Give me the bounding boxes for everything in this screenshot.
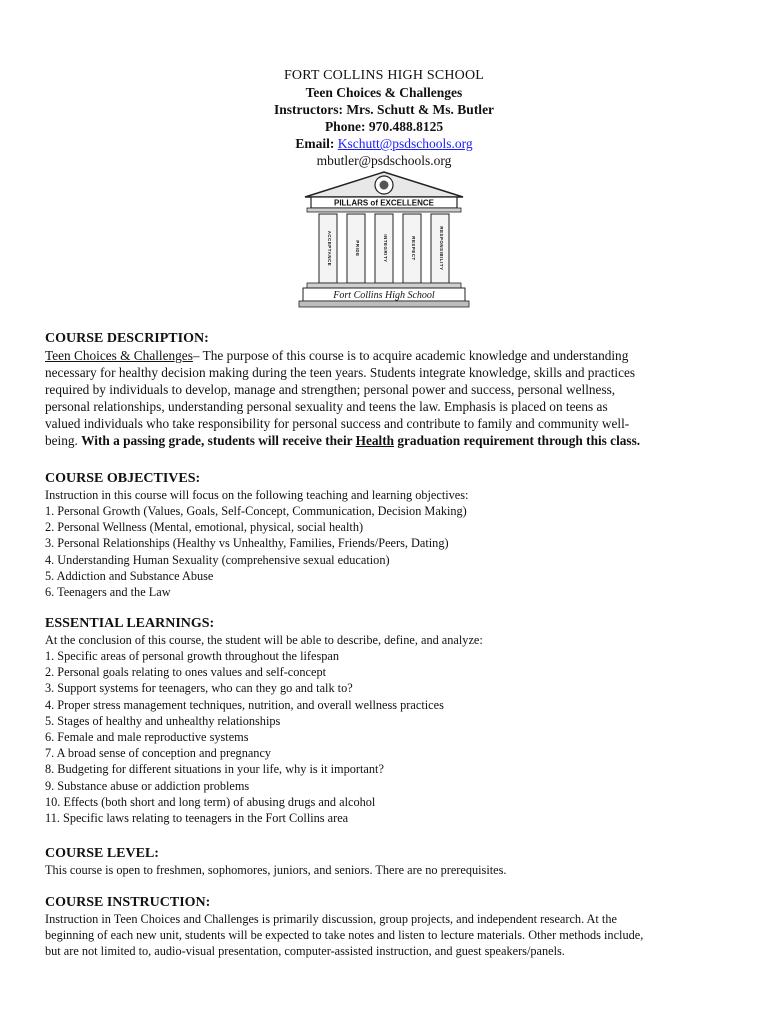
list-item: 2. Personal Wellness (Mental, emotional, physical, social health): [45, 520, 364, 535]
objectives-intro: Instruction in this course will focus on the following teaching and learning objectives:: [45, 488, 469, 502]
list-item: 9. Substance abuse or addiction problems: [45, 778, 250, 793]
pillar-label: ACCEPTANCE: [327, 230, 332, 267]
description-line-3: required by individuals to develop, manage and strengthen; personal power and success, personal wellness,: [45, 382, 616, 397]
course-instruction-body: [45, 911, 735, 959]
instructors-line: Instructors: Mrs. Schutt & Ms. Butler: [273, 102, 495, 117]
phone-line: Phone: 970.488.8125: [324, 119, 444, 134]
school-name: FORT COLLINS HIGH SCHOOL: [283, 68, 485, 83]
description-line-1: – The purpose of this course is to acquire academic knowledge and understanding: [192, 348, 629, 363]
course-title: Teen Choices & Challenges: [305, 85, 463, 100]
pillars-of-excellence-logo: [297, 170, 471, 310]
list-item: 1. Specific areas of personal growth throughout the lifespan: [45, 649, 340, 663]
health-underlined: Health: [355, 433, 395, 448]
course-objectives-heading: COURSE OBJECTIVES:: [45, 471, 201, 486]
course-description-section: [45, 330, 735, 449]
course-description-body: [45, 347, 735, 449]
description-line-2: necessary for healthy decision making during the teen years. Students integrate knowledge, skills and practices: [45, 365, 636, 380]
list-item: 4. Understanding Human Sexuality (comprehensive sexual education): [45, 552, 390, 567]
pillar-label: RESPONSIBILITY: [439, 226, 444, 271]
description-line-4: personal relationships, understanding personal sexuality and teens the law. Emphasis is placed on teens as: [45, 399, 608, 414]
course-name-underlined: Teen Choices & Challenges: [45, 348, 193, 363]
pillar-label: RESPECT: [411, 236, 416, 261]
list-item: 6. Female and male reproductive systems: [45, 730, 249, 745]
course-level-section: [45, 845, 735, 878]
list-item: 3. Personal Relationships (Healthy vs Unhealthy, Families, Friends/Peers, Dating): [45, 536, 449, 551]
course-objectives-section: [45, 470, 735, 600]
instruction-line-1: Instruction in Teen Choices and Challenges is primarily discussion, group projects, and independent research. At the: [45, 912, 617, 926]
list-item: 4. Proper stress management techniques, nutrition, and overall wellness practices: [45, 697, 444, 712]
learnings-list: [45, 648, 735, 826]
list-item: 5. Stages of healthy and unhealthy relationships: [45, 713, 281, 728]
list-item: 1. Personal Growth (Values, Goals, Self-Concept, Communication, Decision Making): [45, 504, 467, 518]
list-item: 5. Addiction and Substance Abuse: [45, 568, 214, 583]
email-butler: mbutler@psdschools.org: [316, 153, 452, 168]
course-instruction-section: [45, 894, 735, 959]
course-instruction-heading: COURSE INSTRUCTION:: [45, 895, 211, 910]
pillars-group: [319, 214, 449, 283]
essential-learnings-section: [45, 615, 735, 826]
list-item: 11. Specific laws relating to teenagers in the Fort Collins area: [45, 811, 349, 826]
passing-grade-text-a: With a passing grade, students will receive their: [81, 433, 356, 448]
course-level-text: This course is open to freshmen, sophomores, juniors, and seniors. There are no prerequisites.: [45, 863, 507, 877]
logo-banner-text: PILLARS of EXCELLENCE: [333, 198, 435, 208]
list-item: 7. A broad sense of conception and pregnancy: [45, 746, 272, 761]
document-header: [0, 67, 768, 169]
list-item: 10. Effects (both short and long term) of abusing drugs and alcohol: [45, 794, 376, 809]
list-item: 6. Teenagers and the Law: [45, 585, 171, 600]
list-item: 3. Support systems for teenagers, who can they go and talk to?: [45, 681, 353, 696]
email-label: Email:: [295, 136, 335, 151]
list-item: 2. Personal goals relating to ones values and self-concept: [45, 665, 327, 680]
email-link-schutt[interactable]: Kschutt@psdschools.org: [337, 136, 473, 151]
email-line: [0, 135, 768, 152]
instruction-line-2: beginning of each new unit, students will be expected to take notes and listen to lecture materials. Other methods include,: [45, 928, 644, 942]
essential-learnings-heading: ESSENTIAL LEARNINGS:: [45, 616, 215, 631]
passing-grade-text-b: graduation requirement through this class.: [394, 433, 641, 448]
pillar-label: PRIDE: [355, 240, 360, 257]
learnings-intro: At the conclusion of this course, the student will be able to describe, define, and analyze:: [45, 633, 483, 647]
course-level-heading: COURSE LEVEL:: [45, 846, 159, 861]
objectives-list: [45, 503, 735, 600]
passing-grade-note: [81, 433, 640, 448]
logo-base-text: Fort Collins High School: [333, 290, 435, 301]
description-line-5: valued individuals who take responsibility for personal success and contribute to family and community well-: [45, 416, 630, 431]
description-line-6-start: being.: [45, 433, 82, 448]
pillar-label: INTEGRITY: [383, 234, 388, 263]
course-description-heading: COURSE DESCRIPTION:: [45, 331, 209, 346]
instruction-line-3: but are not limited to, audio-visual presentation, computer-assisted instruction, and guest speakers/panels.: [45, 944, 565, 958]
list-item: 8. Budgeting for different situations in your life, why is it important?: [45, 762, 384, 777]
